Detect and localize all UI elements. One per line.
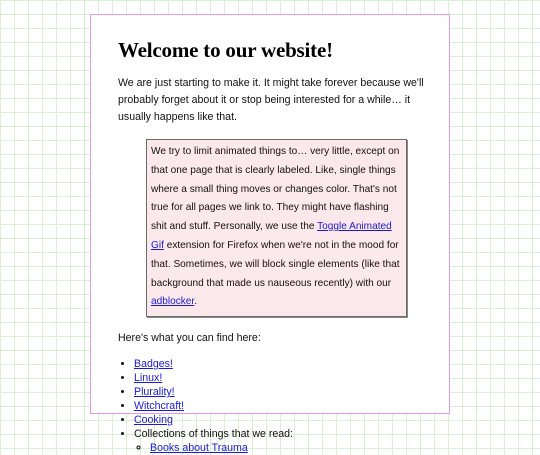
notice-text-2: extension for Firefox when we're not in the mood for that. Sometimes, we will block single elements (like that background that made us nauseous recently) with our (151, 239, 400, 289)
collections-list (134, 441, 428, 455)
collections-label: Collections of things that we read: (134, 428, 293, 441)
intro-paragraph: We are just starting to make it. It might take forever because we'll probably forget about it or stop being interested for a while… it usually happens like that. (118, 77, 424, 123)
books-about-trauma-link[interactable]: Books about Trauma (150, 442, 248, 455)
plurality-link[interactable]: Plurality! (134, 386, 175, 399)
list-item-linux (134, 371, 428, 385)
list-item-witchcraft (134, 399, 428, 413)
list-item-plurality (134, 385, 428, 399)
witchcraft-link[interactable]: Witchcraft! (134, 400, 185, 413)
toggle-animated-gif-link[interactable]: Toggle Animated Gif (151, 221, 392, 251)
page-content (118, 15, 428, 455)
page-title: Welcome to our website! (118, 38, 333, 62)
linux-link[interactable]: Linux! (134, 372, 163, 385)
list-item-books-trauma (150, 441, 428, 455)
cooking-link[interactable]: Cooking (134, 414, 173, 427)
adblocker-link[interactable]: adblocker (151, 296, 195, 308)
list-item-collections (134, 427, 428, 455)
find-here-label: Here's what you can find here: (118, 332, 261, 345)
list-item-cooking (134, 413, 428, 427)
page-container (90, 14, 450, 455)
site-sections-list (118, 357, 428, 455)
list-item-badges (134, 357, 428, 371)
notice-text-3: . (194, 296, 198, 308)
badges-link[interactable]: Badges! (134, 358, 173, 371)
notice-text-1: We try to limit animated things to… very little, except on that one page that is clearly labeled. Like, single things where a small thing moves or changes color. That's not true for all pages we link to. They might have flashing shit and stuff. Personally, we use the (151, 146, 400, 233)
animation-notice (146, 139, 407, 317)
